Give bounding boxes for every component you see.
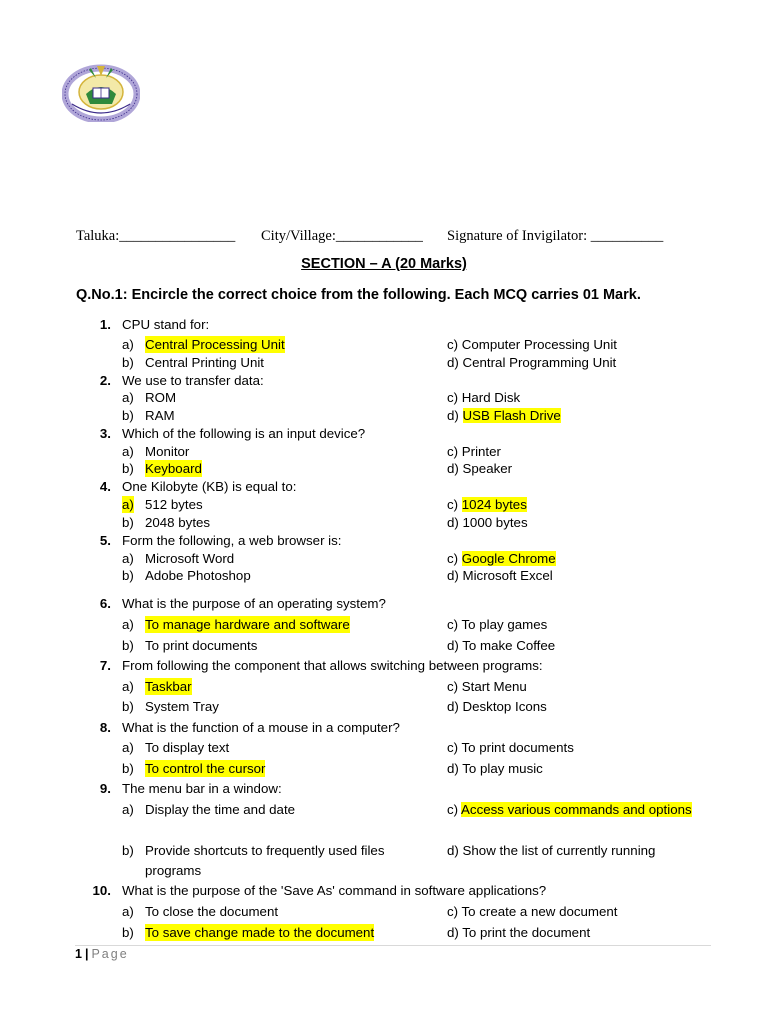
option-d: d) Desktop Icons <box>447 699 547 714</box>
page-number: 1 <box>75 947 82 961</box>
option-b-letter: b) <box>122 638 134 653</box>
option-a-text: To display text <box>145 740 230 755</box>
option-b-letter: b) <box>122 408 134 423</box>
question-number: 4. <box>99 479 111 494</box>
option-d: d) USB Flash Drive <box>447 408 561 423</box>
option-c: c) Start Menu <box>447 679 527 694</box>
option-d: d) Speaker <box>447 461 513 476</box>
option-d: d) To play music <box>447 761 543 776</box>
option-a-letter: a) <box>122 679 134 694</box>
question-number: 10. <box>92 883 111 898</box>
option-b-text: RAM <box>145 408 175 423</box>
option-a-text: To manage hardware and software <box>145 617 350 632</box>
option-d: d) 1000 bytes <box>447 515 528 530</box>
option-b-letter: b) <box>122 515 134 530</box>
option-b-text: To save change made to the document <box>145 925 375 940</box>
university-logo <box>62 60 140 122</box>
option-d: d) To make Coffee <box>447 638 556 653</box>
option-b-text: 2048 bytes <box>145 515 211 530</box>
question-text: Form the following, a web browser is: <box>122 533 342 548</box>
question-text: The menu bar in a window: <box>122 781 282 796</box>
option-b-text: Provide shortcuts to frequently used files <box>145 843 385 858</box>
option-a-letter: a) <box>122 551 134 566</box>
option-c: c) Access various commands and options <box>447 802 692 817</box>
option-a-text: Display the time and date <box>145 802 296 817</box>
option-b-text: System Tray <box>145 699 219 714</box>
option-b-letter: b) <box>122 355 134 370</box>
option-a-letter: a) <box>122 497 134 512</box>
page-label: Page <box>91 947 129 961</box>
option-d: d) To print the document <box>447 925 591 940</box>
question-number: 2. <box>99 373 111 388</box>
question-text: What is the purpose of the 'Save As' command in software applications? <box>122 883 547 898</box>
option-a-letter: a) <box>122 337 134 352</box>
option-c: c) Computer Processing Unit <box>447 337 617 352</box>
option-b-letter: b) <box>122 925 134 940</box>
question-text: CPU stand for: <box>122 317 210 332</box>
option-a-text: ROM <box>145 390 177 405</box>
option-c: c) To play games <box>447 617 548 632</box>
question-number: 5. <box>99 533 111 548</box>
option-d: d) Show the list of currently running <box>447 843 656 858</box>
option-a-text: Central Processing Unit <box>145 337 285 352</box>
footer-separator: | <box>84 947 89 961</box>
question-text: One Kilobyte (KB) is equal to: <box>122 479 297 494</box>
question-number: 9. <box>99 781 111 796</box>
question-text: Which of the following is an input device? <box>122 426 366 441</box>
option-b-letter: b) <box>122 461 134 476</box>
option-d: d) Microsoft Excel <box>447 568 553 583</box>
option-a-letter: a) <box>122 444 134 459</box>
question-number: 6. <box>99 596 111 611</box>
invigilator-signature-field: Signature of Invigilator: __________ <box>447 228 664 244</box>
option-c: c) Hard Disk <box>447 390 521 405</box>
page-footer <box>75 947 129 961</box>
option-b-text: Keyboard <box>145 461 202 476</box>
option-a-letter: a) <box>122 390 134 405</box>
question-number: 1. <box>99 317 111 332</box>
option-c: c) To print documents <box>447 740 574 755</box>
footer-divider <box>75 945 711 946</box>
option-a-text: Microsoft Word <box>145 551 235 566</box>
option-b-text: Adobe Photoshop <box>145 568 251 583</box>
section-title: SECTION – A (20 Marks) <box>301 256 467 272</box>
option-a-text: 512 bytes <box>145 497 203 512</box>
question-number: 8. <box>99 720 111 735</box>
option-a-letter: a) <box>122 802 134 817</box>
question-text: We use to transfer data: <box>122 373 264 388</box>
option-continuation-text: programs <box>145 863 202 878</box>
option-b-letter: b) <box>122 568 134 583</box>
option-c: c) To create a new document <box>447 904 618 919</box>
option-b-text: Central Printing Unit <box>145 355 264 370</box>
question-text: From following the component that allows switching between programs: <box>122 658 543 673</box>
option-a-letter: a) <box>122 617 134 632</box>
option-c: c) Google Chrome <box>447 551 556 566</box>
question-number: 3. <box>99 426 111 441</box>
city-village-field: City/Village:____________ <box>261 228 423 244</box>
question-text: What is the function of a mouse in a computer? <box>122 720 400 735</box>
option-a-text: To close the document <box>145 904 279 919</box>
option-b-letter: b) <box>122 843 134 858</box>
option-c: c) 1024 bytes <box>447 497 527 512</box>
option-b-text: To control the cursor <box>145 761 266 776</box>
option-b-letter: b) <box>122 699 134 714</box>
option-a-letter: a) <box>122 740 134 755</box>
option-b-letter: b) <box>122 761 134 776</box>
option-d: d) Central Programming Unit <box>447 355 617 370</box>
university-crest-icon <box>62 60 140 122</box>
option-b-text: To print documents <box>145 638 258 653</box>
option-a-letter: a) <box>122 904 134 919</box>
question-number: 7. <box>99 658 111 673</box>
student-info-line <box>76 228 696 248</box>
question-text: What is the purpose of an operating system? <box>122 596 386 611</box>
question-heading: Q.No.1: Encircle the correct choice from the following. Each MCQ carries 01 Mark. <box>76 287 641 303</box>
option-c: c) Printer <box>447 444 501 459</box>
taluka-field: Taluka:________________ <box>76 228 236 244</box>
option-a-text: Monitor <box>145 444 190 459</box>
option-a-text: Taskbar <box>145 679 192 694</box>
